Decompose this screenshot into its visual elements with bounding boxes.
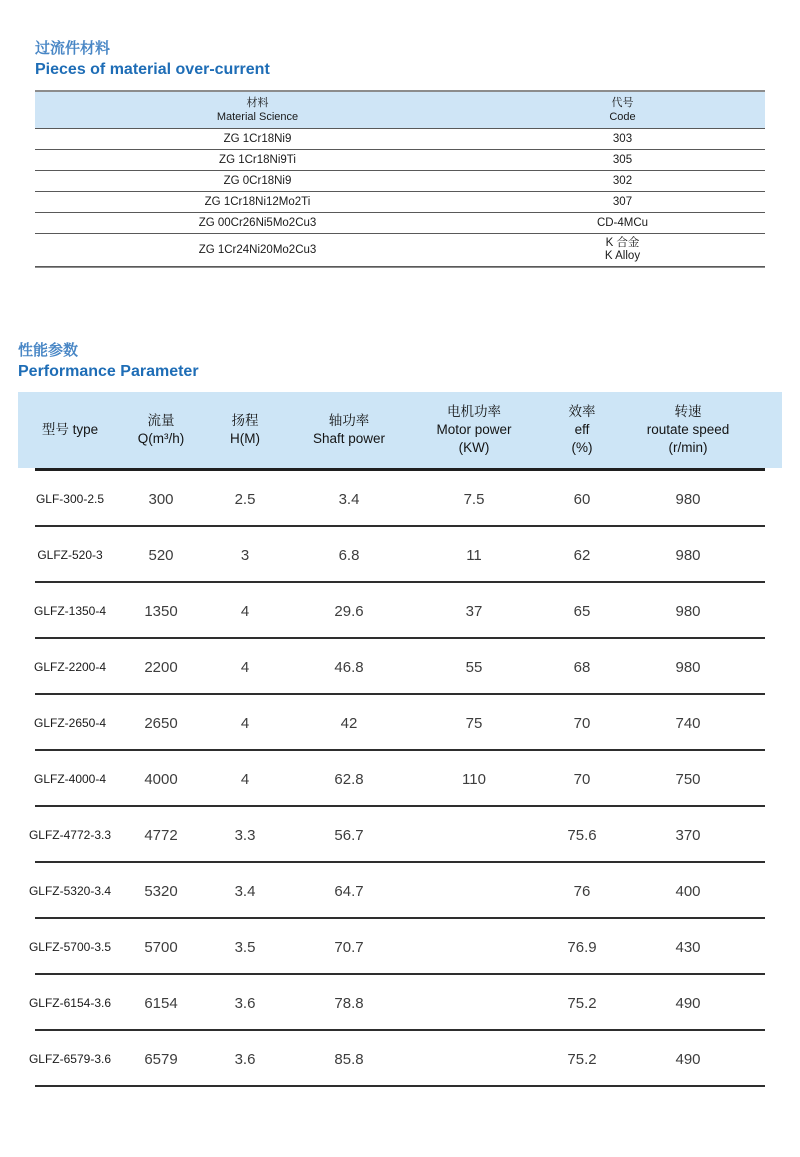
table-row (18, 583, 782, 639)
material-cell: ZG 1Cr24Ni20Mo2Cu3 (198, 243, 317, 256)
column-header-line: Q(m³/h) (137, 431, 185, 446)
material-table (35, 90, 765, 268)
code-cell: 307 (612, 195, 633, 208)
value-cell: 75.2 (567, 994, 597, 1012)
model-cell: GLFZ-5700-3.5 (28, 940, 112, 954)
material-cell: ZG 1Cr18Ni12Mo2Ti (204, 195, 311, 208)
value-cell: 3.5 (234, 938, 256, 956)
column-header-line: eff (574, 422, 590, 437)
material-section-title-en: Pieces of material over-current (35, 61, 270, 78)
column-header-speed (624, 403, 782, 457)
value-cell: 6579 (144, 1050, 178, 1068)
value-cell: 1350 (144, 602, 178, 620)
value-cell: 4000 (144, 770, 178, 788)
value-cell: 75 (465, 714, 483, 732)
model-cell: GLFZ-6579-3.6 (28, 1052, 112, 1066)
value-cell: 3.3 (234, 826, 256, 844)
material-cell: ZG 00Cr26Ni5Mo2Cu3 (198, 216, 317, 229)
value-cell: 6.8 (338, 546, 360, 564)
value-cell: 2.5 (234, 490, 256, 508)
code-cell: 302 (612, 174, 633, 187)
value-cell: 65 (573, 602, 591, 620)
value-cell: 85.8 (334, 1050, 364, 1068)
value-cell: 29.6 (334, 602, 364, 620)
model-cell: GLFZ-2200-4 (33, 660, 107, 674)
code-column-header-en: Code (609, 111, 636, 123)
value-cell: 6154 (144, 994, 178, 1012)
performance-table-body (18, 471, 782, 1087)
value-cell: 7.5 (463, 490, 485, 508)
material-cell: ZG 0Cr18Ni9 (223, 174, 292, 187)
performance-section (18, 340, 800, 1087)
column-header-line: H(M) (230, 431, 260, 446)
column-header-motor_power (408, 403, 540, 457)
table-row (18, 807, 782, 863)
value-cell: 3 (240, 546, 250, 564)
value-cell: 3.4 (234, 882, 256, 900)
material-column-header-en: Material Science (216, 111, 299, 123)
column-header-shaft_power (290, 412, 408, 448)
table-row (35, 171, 765, 192)
column-header-line: (KW) (458, 440, 490, 455)
value-cell: 750 (675, 770, 701, 788)
value-cell: 400 (675, 882, 701, 900)
value-cell: 5700 (144, 938, 178, 956)
column-header-line: routate speed (646, 422, 730, 437)
value-cell: 490 (675, 994, 701, 1012)
column-header-line: 型号 type (41, 422, 99, 437)
value-cell: 5320 (144, 882, 178, 900)
value-cell: 4 (240, 770, 250, 788)
table-row (18, 975, 782, 1031)
code-column-header-zh: 代号 (611, 97, 634, 109)
value-cell: 980 (675, 546, 701, 564)
value-cell: 2650 (144, 714, 178, 732)
value-cell: 55 (465, 658, 483, 676)
value-cell: 37 (465, 602, 483, 620)
value-cell: 76.9 (567, 938, 597, 956)
value-cell: 2200 (144, 658, 178, 676)
value-cell: 70 (573, 714, 591, 732)
value-cell: 4 (240, 714, 250, 732)
column-header-line: 效率 (568, 404, 596, 419)
value-cell: 3.4 (338, 490, 360, 508)
value-cell: 70 (573, 770, 591, 788)
column-header-head (200, 412, 290, 448)
column-header-line: 电机功率 (447, 404, 501, 419)
value-cell: 980 (675, 658, 701, 676)
column-header-line: Motor power (436, 422, 512, 437)
material-column-header (35, 93, 480, 127)
code-line: K 合金 (605, 237, 640, 249)
value-cell: 4772 (144, 826, 178, 844)
code-line: K Alloy (604, 250, 641, 262)
performance-table (18, 392, 782, 1087)
value-cell: 62.8 (334, 770, 364, 788)
material-table-header (35, 92, 765, 129)
performance-table-header (18, 392, 782, 468)
column-header-efficiency (540, 403, 624, 457)
code-cell: 305 (612, 153, 633, 166)
model-cell: GLFZ-6154-3.6 (28, 996, 112, 1010)
column-header-line: Shaft power (312, 431, 386, 446)
value-cell: 110 (462, 770, 486, 788)
table-row (35, 213, 765, 234)
table-row (18, 1031, 782, 1087)
code-column-header (480, 93, 765, 127)
performance-section-title-zh: 性能参数 (18, 342, 79, 359)
table-row (35, 129, 765, 150)
value-cell: 46.8 (334, 658, 364, 676)
table-row (35, 192, 765, 213)
performance-section-title-en: Performance Parameter (18, 363, 199, 380)
value-cell: 3.6 (234, 994, 256, 1012)
value-cell: 64.7 (334, 882, 364, 900)
value-cell: 740 (675, 714, 701, 732)
value-cell: 42 (340, 714, 358, 732)
value-cell: 980 (675, 490, 701, 508)
value-cell: 75.6 (567, 826, 597, 844)
value-cell: 300 (148, 490, 174, 508)
model-cell: GLFZ-1350-4 (33, 604, 107, 618)
table-row (35, 234, 765, 267)
material-column-header-zh: 材料 (246, 97, 269, 109)
model-cell: GLF-300-2.5 (35, 492, 105, 506)
value-cell: 62 (573, 546, 591, 564)
model-cell: GLFZ-5320-3.4 (28, 884, 112, 898)
material-cell: ZG 1Cr18Ni9Ti (219, 153, 296, 166)
column-header-line: 轴功率 (328, 413, 370, 428)
table-row (18, 863, 782, 919)
value-cell: 980 (675, 602, 701, 620)
column-header-line: 转速 (674, 404, 702, 419)
column-header-flow (122, 412, 200, 448)
table-row (18, 471, 782, 527)
value-cell: 70.7 (334, 938, 364, 956)
value-cell: 4 (240, 602, 250, 620)
value-cell: 3.6 (234, 1050, 256, 1068)
value-cell: 76 (573, 882, 591, 900)
value-cell: 75.2 (567, 1050, 597, 1068)
value-cell: 68 (573, 658, 591, 676)
table-row (18, 919, 782, 975)
value-cell: 78.8 (334, 994, 364, 1012)
value-cell: 490 (675, 1050, 701, 1068)
table-row (35, 150, 765, 171)
value-cell: 4 (240, 658, 250, 676)
column-header-line: (r/min) (668, 440, 708, 455)
model-cell: GLFZ-2650-4 (33, 716, 107, 730)
table-row (18, 639, 782, 695)
code-cell (480, 234, 765, 266)
value-cell: 60 (573, 490, 591, 508)
column-header-line: 流量 (147, 413, 175, 428)
column-header-line: 扬程 (231, 413, 259, 428)
value-cell: 370 (675, 826, 701, 844)
value-cell: 520 (148, 546, 174, 564)
material-table-body (35, 129, 765, 267)
table-row (18, 751, 782, 807)
material-section (35, 38, 765, 268)
code-cell: CD-4MCu (596, 216, 649, 229)
value-cell: 430 (675, 938, 701, 956)
column-header-type (18, 421, 122, 439)
value-cell: 56.7 (334, 826, 364, 844)
model-cell: GLFZ-4772-3.3 (28, 828, 112, 842)
table-row (18, 695, 782, 751)
value-cell: 11 (466, 546, 482, 564)
table-row (18, 527, 782, 583)
material-section-title-zh: 过流件材料 (35, 40, 111, 57)
code-cell: 303 (612, 132, 633, 145)
model-cell: GLFZ-4000-4 (33, 772, 107, 786)
material-cell: ZG 1Cr18Ni9 (223, 132, 292, 145)
model-cell: GLFZ-520-3 (37, 548, 103, 562)
column-header-line: (%) (571, 440, 593, 455)
